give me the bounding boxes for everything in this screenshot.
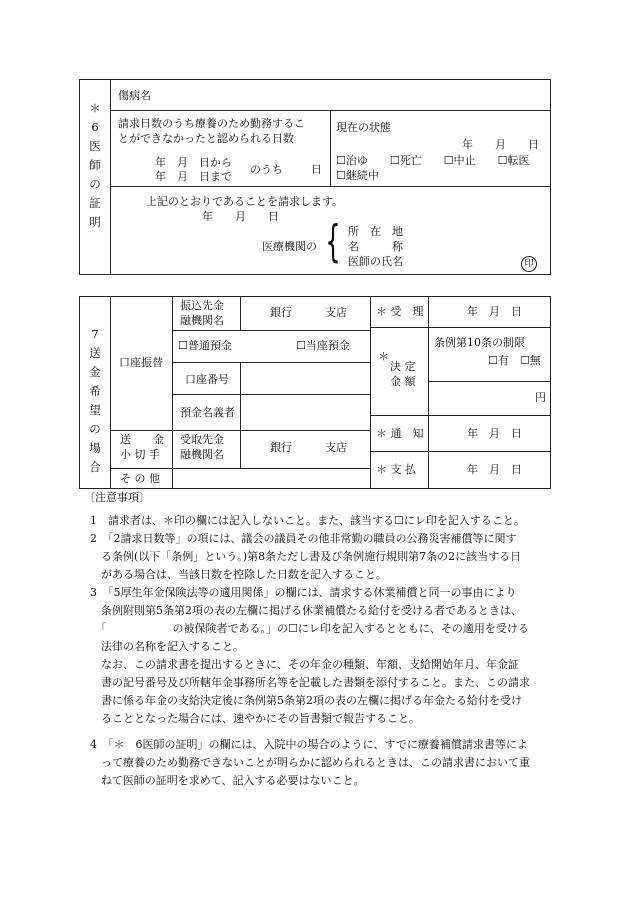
bank-branch[interactable]: 銀行 支店 bbox=[270, 306, 347, 319]
check-label-1: 送 金 bbox=[120, 433, 164, 446]
account-transfer-label: 口座振替 bbox=[119, 356, 163, 369]
payment-label: ＊ 支 払 bbox=[376, 463, 416, 476]
bank-label-1: 振込先金 bbox=[180, 299, 224, 312]
receipt-date: 年 月 日 bbox=[467, 305, 522, 318]
disease-name-label: 傷病名 bbox=[118, 89, 151, 102]
note-line: 1 請求者は、＊印の欄には記入しないこと。また、該当する☐にレ印を記入すること。 bbox=[90, 514, 525, 527]
ordinary-deposit-checkbox[interactable]: ☐普通預金 bbox=[178, 339, 232, 352]
certify-date[interactable]: 年 月 日 bbox=[202, 210, 279, 223]
notice-label: ＊ 通 知 bbox=[376, 427, 424, 440]
date-from[interactable]: 年 月 日から bbox=[155, 156, 232, 169]
account-number-label: 口座番号 bbox=[185, 373, 229, 386]
other-label: そ の 他 bbox=[120, 472, 160, 485]
note-line: 4 「＊ 6医師の証明」の欄には、入院中の場合のように、すでに療養補償請求書等によ bbox=[90, 738, 528, 751]
current-deposit-checkbox[interactable]: ☐当座預金 bbox=[296, 339, 350, 352]
yen-unit: 円 bbox=[535, 391, 546, 404]
decision-label-1: 決 定 bbox=[390, 360, 416, 373]
doctor-name[interactable]: 医師の氏名 bbox=[348, 255, 403, 268]
seal-icon: 印 bbox=[521, 256, 537, 272]
account-holder-label: 預金名義者 bbox=[180, 406, 235, 419]
decision-label-2: 金 額 bbox=[390, 375, 416, 388]
status-continuing[interactable]: ☐継続中 bbox=[336, 169, 379, 182]
payment-date: 年 月 日 bbox=[467, 463, 522, 476]
days-label-line2: とができなかったと認められる日数 bbox=[118, 132, 294, 145]
note-line: 書に係る年金の支給決定後に条例第5条第2項の表の左欄に掲げる年金たる給付を受け bbox=[90, 694, 522, 707]
institution-label: 医療機関の bbox=[262, 240, 317, 253]
section-6-label: ＊ 6 医 師 の 証 明 bbox=[89, 101, 101, 229]
brace-icon: { bbox=[325, 216, 341, 267]
status-date[interactable]: 年 月 日 bbox=[462, 138, 539, 151]
section-7-label: 7 送 金 希 望 の 場 合 bbox=[89, 327, 101, 474]
institution-address[interactable]: 所 在 地 bbox=[348, 225, 403, 238]
notice-date: 年 月 日 bbox=[467, 427, 522, 440]
note-line: ねて医師の証明を求めて、記入する必要はないこと。 bbox=[90, 774, 365, 787]
check-label-2: 小 切 手 bbox=[120, 448, 160, 461]
bank-label-2: 融機関名 bbox=[180, 314, 224, 327]
note-line: って療養のため勤務できないことが明らかに認められるときは、この請求書において重 bbox=[90, 756, 530, 769]
note-line: 「 の被保険者である。」の☐にレ印を記入するとともに、その適用を受ける bbox=[90, 622, 529, 635]
days-unit: 日 bbox=[311, 163, 322, 176]
limit-options: ☐有 ☐無 bbox=[488, 354, 541, 367]
notes-header: 〔注意事項〕 bbox=[84, 491, 150, 504]
note-line: 条例附則第5条第2項の表の左欄に掲げる休業補償たる給付を受ける者であるときは、 bbox=[90, 604, 522, 617]
note-line: なお、この請求書を提出するときに、その年金の種類、年額、支給開始年月、年金証 bbox=[90, 658, 519, 671]
within-label: のうち bbox=[250, 163, 283, 176]
note-line: る条例(以下「条例」という。)第8条ただし書及び条例施行規則第7条の2に該当する日 bbox=[90, 550, 522, 563]
recv-bank-label-1: 受取先金 bbox=[180, 433, 224, 446]
institution-name[interactable]: 名 称 bbox=[348, 240, 403, 253]
date-to[interactable]: 年 月 日まで bbox=[155, 170, 232, 183]
certify-statement: 上記のとおりであることを請求します。 bbox=[146, 195, 344, 208]
recv-bank-label-2: 融機関名 bbox=[180, 448, 224, 461]
limit-label: 条例第10条の制限 bbox=[434, 336, 525, 349]
days-label-line1: 請求日数のうち療養のため勤務するこ bbox=[118, 117, 305, 130]
note-line: 3 「5厚生年金保険法等の適用関係」の欄には、請求する休業補償と同一の事由により bbox=[90, 586, 517, 599]
note-line: ることとなった場合には、速やかにその旨書類で報告すること。 bbox=[90, 712, 420, 725]
receipt-label: ＊ 受 理 bbox=[376, 305, 424, 318]
recv-bank-branch[interactable]: 銀行 支店 bbox=[270, 441, 347, 454]
note-line: がある場合は、当該日数を控除した日数を記入すること。 bbox=[90, 568, 387, 581]
status-options[interactable]: ☐治ゆ ☐死亡 ☐中止 ☐転医 bbox=[336, 154, 530, 167]
decision-mark: ＊ bbox=[378, 350, 389, 363]
note-line: 法律の名称を記入すること。 bbox=[90, 640, 244, 653]
note-line: 書の記号番号及び所轄年金事務所名等を記載した書類を添付すること。また、この請求 bbox=[90, 676, 530, 689]
note-line: 2 「2請求日数等」の項には、議会の議員その他非常勤の職員の公務災害補償等に関す bbox=[90, 532, 517, 545]
current-status-label: 現在の状態 bbox=[336, 121, 391, 134]
